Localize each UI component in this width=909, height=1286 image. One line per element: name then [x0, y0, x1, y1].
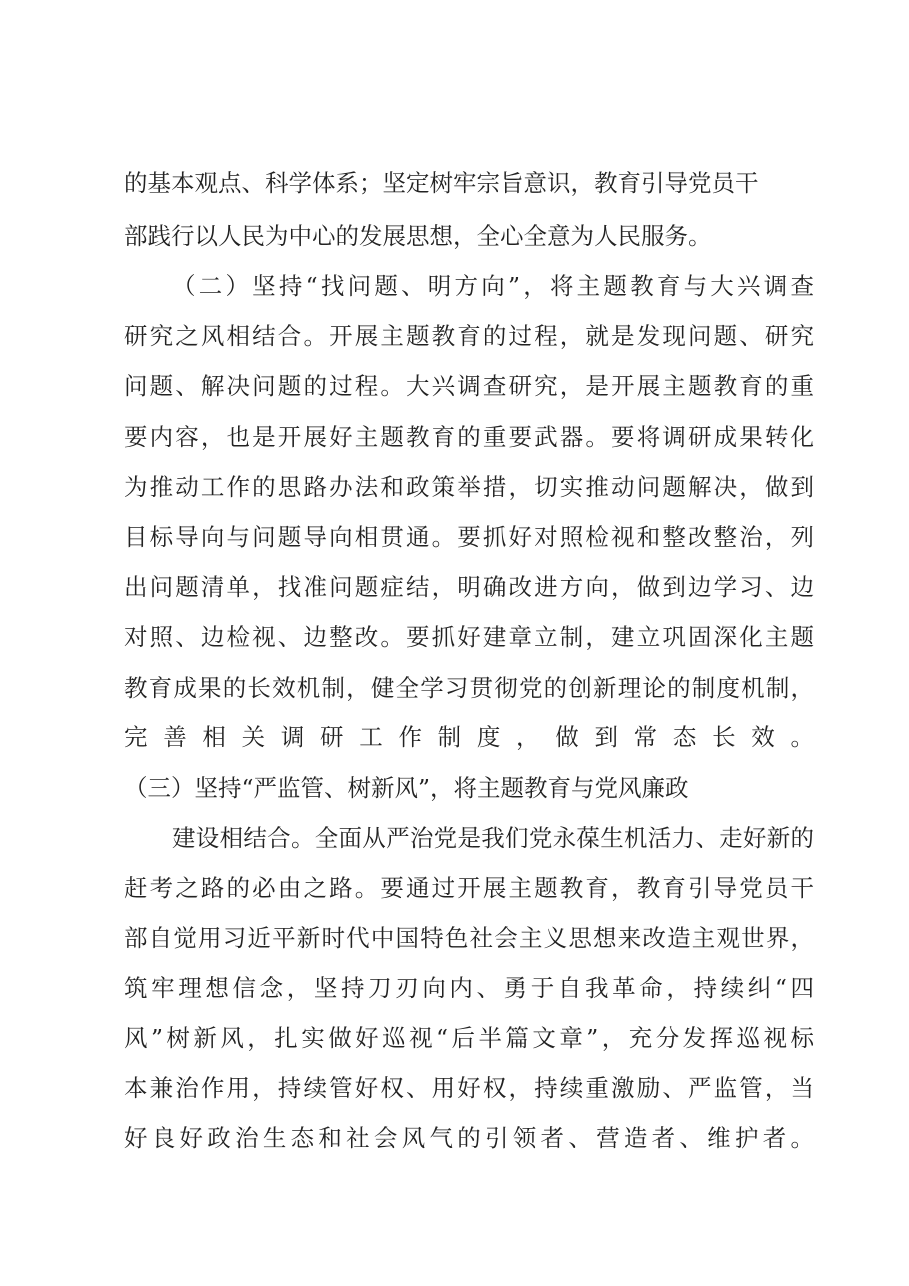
- text-line: （三）坚持“严监管、树新风”，将主题教育与党风廉政: [124, 774, 689, 802]
- text-line: 问题、解决问题的过程。大兴调查研究，是开展主题教育的重: [124, 372, 814, 400]
- text-line: 对照、边检视、边整改。要抓好建章立制，建立巩固深化主题: [124, 623, 814, 651]
- paragraph-heading-3: 建设相结合。全面从严治党是我们党永葆生机活力、走好新的: [172, 824, 814, 852]
- text-line: 赶考之路的必由之路。要通过开展主题教育，教育引导党员干: [124, 874, 814, 902]
- text-line: 研究之风相结合。开展主题教育的过程，就是发现问题、研究: [124, 322, 814, 350]
- paragraph-heading-2: （二）坚持“找问题、明方向”，将主题教育与大兴调查: [172, 272, 814, 300]
- text-line: 要内容，也是开展好主题教育的重要武器。要将调研成果转化: [124, 423, 814, 451]
- text-line: 本兼治作用，持续管好权、用好权，持续重激励、严监管，当: [124, 1074, 814, 1102]
- text-line: 为推动工作的思路办法和政策举措，切实推动问题解决，做到: [124, 473, 814, 501]
- text-line: 风”树新风，扎实做好巡视“后半篇文章”，充分发挥巡视标: [124, 1024, 814, 1052]
- text-line: 部自觉用习近平新时代中国特色社会主义思想来改造主观世界，: [124, 924, 814, 952]
- text-line: 完善相关调研工作制度，做到常态长效。: [124, 723, 814, 751]
- text-line: 目标导向与问题导向相贯通。要抓好对照检视和整改整治，列: [124, 523, 814, 551]
- text-line: 出问题清单，找准问题症结，明确改进方向，做到边学习、边: [124, 573, 814, 601]
- text-line: 教育成果的长效机制，健全学习贯彻党的创新理论的制度机制，: [124, 674, 814, 702]
- text-line: 好良好政治生态和社会风气的引领者、营造者、维护者。: [124, 1124, 814, 1152]
- text-line: 的基本观点、科学体系；坚定树牢宗旨意识，教育引导党员干: [124, 169, 759, 197]
- text-line: 部践行以人民为中心的发展思想，全心全意为人民服务。: [124, 222, 712, 250]
- text-line: 筑牢理想信念，坚持刀刃向内、勇于自我革命，持续纠“四: [124, 974, 814, 1002]
